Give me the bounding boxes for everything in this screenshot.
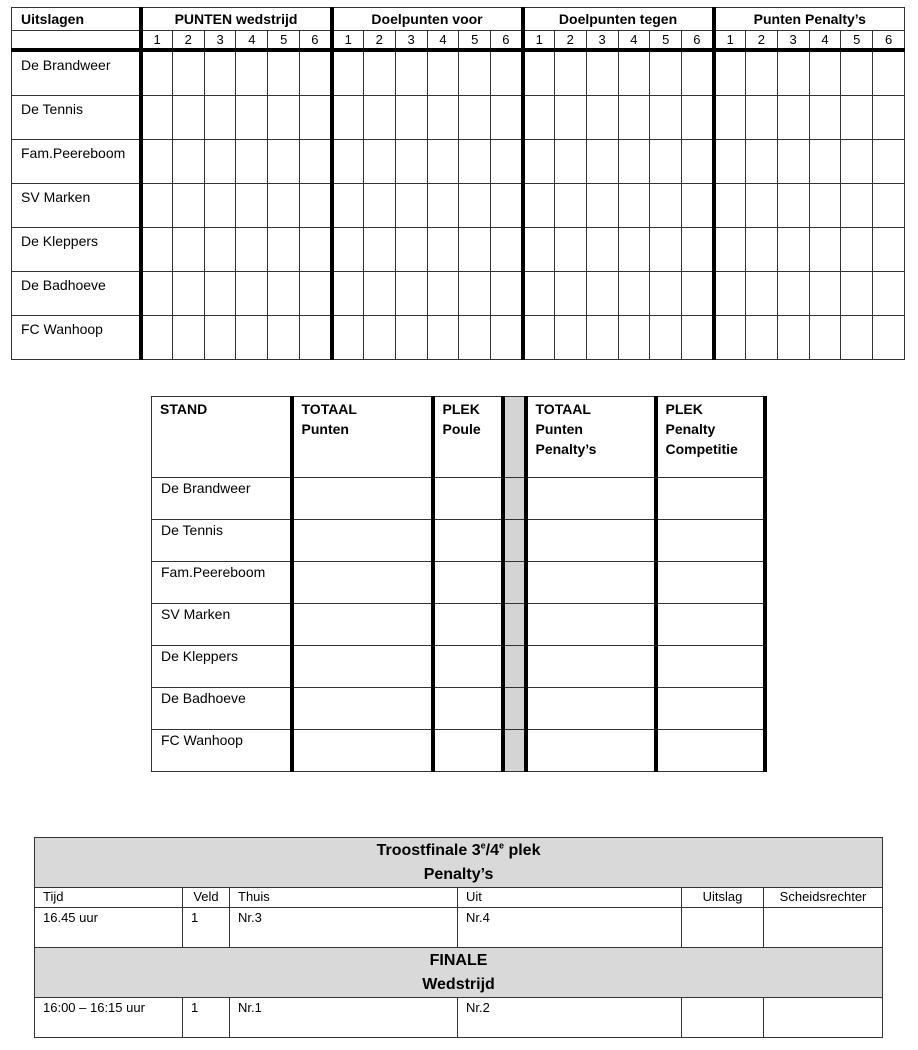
results-score-cell[interactable] <box>236 228 268 272</box>
results-score-cell[interactable] <box>873 184 905 228</box>
results-score-cell[interactable] <box>618 316 650 360</box>
results-score-cell[interactable] <box>523 140 555 184</box>
plek-competitie-cell[interactable] <box>656 604 765 646</box>
results-column-number: 5 <box>841 31 873 51</box>
results-score-cell[interactable] <box>459 184 491 228</box>
results-team-name: De Kleppers <box>12 228 141 272</box>
finale-tijd: 16:00 – 16:15 uur <box>35 998 183 1038</box>
results-score-cell[interactable] <box>714 184 746 228</box>
results-score-cell[interactable] <box>682 140 714 184</box>
results-score-cell[interactable] <box>172 96 204 140</box>
results-score-cell[interactable] <box>873 272 905 316</box>
results-score-cell[interactable] <box>682 96 714 140</box>
results-score-cell[interactable] <box>714 316 746 360</box>
results-score-cell[interactable] <box>745 184 777 228</box>
results-score-cell[interactable] <box>714 96 746 140</box>
results-team-name: FC Wanhoop <box>12 316 141 360</box>
results-score-cell[interactable] <box>204 140 236 184</box>
group-header-punten-penaltys: Punten Penalty’s <box>714 8 905 31</box>
results-score-cell[interactable] <box>841 316 873 360</box>
group-header-punten: PUNTEN wedstrijd <box>141 8 332 31</box>
results-score-cell[interactable] <box>523 272 555 316</box>
results-score-cell[interactable] <box>395 228 427 272</box>
results-score-cell[interactable] <box>268 140 300 184</box>
standings-team-name: Fam.Peereboom <box>152 562 292 604</box>
results-score-cell[interactable] <box>172 184 204 228</box>
results-column-number: 5 <box>459 31 491 51</box>
finale-scheidsrechter-cell[interactable] <box>764 998 883 1038</box>
results-column-number: 6 <box>682 31 714 51</box>
results-team-row <box>12 316 905 360</box>
results-column-number: 2 <box>363 31 395 51</box>
standings-team-row <box>152 730 765 772</box>
standings-team-name: FC Wanhoop <box>152 730 292 772</box>
results-score-cell[interactable] <box>554 96 586 140</box>
results-score-cell[interactable] <box>873 228 905 272</box>
results-column-number: 1 <box>523 31 555 51</box>
results-score-cell[interactable] <box>873 50 905 96</box>
results-score-cell[interactable] <box>236 316 268 360</box>
standings-team-row <box>152 646 765 688</box>
results-score-cell[interactable] <box>586 96 618 140</box>
results-score-cell[interactable] <box>427 140 459 184</box>
results-team-row <box>12 184 905 228</box>
results-score-cell[interactable] <box>141 140 173 184</box>
header-veld: Veld <box>183 888 230 908</box>
results-column-number: 4 <box>427 31 459 51</box>
results-score-cell[interactable] <box>395 316 427 360</box>
results-score-cell[interactable] <box>268 50 300 96</box>
finale-row <box>35 998 883 1038</box>
totaal-punten-cell[interactable] <box>292 730 433 772</box>
standings-header-row <box>152 397 765 478</box>
totaal-penaltys-cell[interactable] <box>526 646 656 688</box>
troost-tijd: 16.45 uur <box>35 908 183 948</box>
results-score-cell[interactable] <box>141 184 173 228</box>
totaal-penaltys-cell[interactable] <box>526 730 656 772</box>
results-score-cell[interactable] <box>332 272 364 316</box>
results-score-cell[interactable] <box>618 140 650 184</box>
results-score-cell[interactable] <box>586 228 618 272</box>
results-score-cell[interactable] <box>873 316 905 360</box>
totaal-punten-cell[interactable] <box>292 688 433 730</box>
results-score-cell[interactable] <box>141 50 173 96</box>
finale-title: FINALE Wedstrijd <box>35 948 883 998</box>
results-score-cell[interactable] <box>300 140 332 184</box>
finale-veld: 1 <box>183 998 230 1038</box>
totaal-punten-cell[interactable] <box>292 562 433 604</box>
results-column-number: 6 <box>300 31 332 51</box>
results-score-cell[interactable] <box>268 316 300 360</box>
results-column-number: 3 <box>586 31 618 51</box>
standings-team-name: De Tennis <box>152 520 292 562</box>
separator-cell <box>503 478 526 520</box>
results-score-cell[interactable] <box>809 184 841 228</box>
results-score-cell[interactable] <box>268 96 300 140</box>
standings-team-row <box>152 562 765 604</box>
results-score-cell[interactable] <box>459 50 491 96</box>
results-score-cell[interactable] <box>809 316 841 360</box>
results-score-cell[interactable] <box>141 272 173 316</box>
results-score-cell[interactable] <box>745 50 777 96</box>
results-score-cell[interactable] <box>586 140 618 184</box>
group-header-doelpunten-voor: Doelpunten voor <box>332 8 523 31</box>
plek-poule-cell[interactable] <box>433 604 503 646</box>
troostfinale-title-row <box>35 838 883 888</box>
troostfinale-title: Troostfinale 3e/4e plek Penalty’s <box>35 838 883 888</box>
results-score-cell[interactable] <box>332 316 364 360</box>
results-team-name: De Tennis <box>12 96 141 140</box>
results-score-cell[interactable] <box>427 184 459 228</box>
results-score-cell[interactable] <box>714 272 746 316</box>
troost-uit: Nr.4 <box>458 908 682 948</box>
results-score-cell[interactable] <box>332 96 364 140</box>
results-score-cell[interactable] <box>459 96 491 140</box>
plek-poule-cell[interactable] <box>433 520 503 562</box>
results-score-cell[interactable] <box>650 184 682 228</box>
results-score-cell[interactable] <box>172 316 204 360</box>
results-group-header-row <box>12 8 905 31</box>
finale-uitslag-cell[interactable] <box>682 998 764 1038</box>
results-score-cell[interactable] <box>236 96 268 140</box>
results-score-cell[interactable] <box>650 316 682 360</box>
results-score-cell[interactable] <box>204 228 236 272</box>
results-score-cell[interactable] <box>332 50 364 96</box>
results-score-cell[interactable] <box>809 50 841 96</box>
results-score-cell[interactable] <box>618 184 650 228</box>
results-score-cell[interactable] <box>363 272 395 316</box>
results-column-number: 3 <box>395 31 427 51</box>
results-score-cell[interactable] <box>427 96 459 140</box>
standings-team-name: De Kleppers <box>152 646 292 688</box>
results-score-cell[interactable] <box>777 272 809 316</box>
finale-thuis: Nr.1 <box>230 998 458 1038</box>
results-score-cell[interactable] <box>268 184 300 228</box>
results-score-cell[interactable] <box>650 140 682 184</box>
standings-team-row <box>152 604 765 646</box>
totaal-punten-cell[interactable] <box>292 520 433 562</box>
standings-team-row <box>152 688 765 730</box>
results-score-cell[interactable] <box>236 184 268 228</box>
results-score-cell[interactable] <box>427 272 459 316</box>
results-team-row <box>12 96 905 140</box>
header-totaal-punten: TOTAAL Punten <box>292 397 433 478</box>
results-score-cell[interactable] <box>586 50 618 96</box>
standings-table <box>151 396 767 772</box>
results-team-row <box>12 50 905 96</box>
results-score-cell[interactable] <box>777 50 809 96</box>
results-score-cell[interactable] <box>172 228 204 272</box>
results-score-cell[interactable] <box>204 316 236 360</box>
results-table <box>11 7 905 360</box>
standings-team-row <box>152 478 765 520</box>
results-score-cell[interactable] <box>459 316 491 360</box>
troost-scheidsrechter-cell[interactable] <box>764 908 883 948</box>
results-score-cell[interactable] <box>141 316 173 360</box>
results-score-cell[interactable] <box>491 50 523 96</box>
results-score-cell[interactable] <box>236 50 268 96</box>
finale-title-row <box>35 948 883 998</box>
results-score-cell[interactable] <box>363 316 395 360</box>
results-score-cell[interactable] <box>332 184 364 228</box>
results-column-number: 4 <box>809 31 841 51</box>
results-score-cell[interactable] <box>236 272 268 316</box>
results-column-number: 1 <box>714 31 746 51</box>
results-team-name: De Brandweer <box>12 50 141 96</box>
results-score-cell[interactable] <box>523 184 555 228</box>
results-score-cell[interactable] <box>204 272 236 316</box>
results-score-cell[interactable] <box>682 50 714 96</box>
results-score-cell[interactable] <box>554 140 586 184</box>
results-score-cell[interactable] <box>745 140 777 184</box>
results-score-cell[interactable] <box>554 272 586 316</box>
results-score-cell[interactable] <box>841 140 873 184</box>
results-score-cell[interactable] <box>427 50 459 96</box>
results-score-cell[interactable] <box>777 228 809 272</box>
results-score-cell[interactable] <box>554 316 586 360</box>
results-score-cell[interactable] <box>363 228 395 272</box>
plek-poule-cell[interactable] <box>433 562 503 604</box>
results-score-cell[interactable] <box>650 228 682 272</box>
results-score-cell[interactable] <box>395 272 427 316</box>
plek-competitie-cell[interactable] <box>656 688 765 730</box>
header-plek-penalty-competitie: PLEK Penalty Competitie <box>656 397 765 478</box>
results-team-name: Fam.Peereboom <box>12 140 141 184</box>
results-score-cell[interactable] <box>332 228 364 272</box>
results-score-cell[interactable] <box>204 96 236 140</box>
troostfinale-row <box>35 908 883 948</box>
results-score-cell[interactable] <box>204 184 236 228</box>
results-score-cell[interactable] <box>395 184 427 228</box>
results-column-number: 6 <box>873 31 905 51</box>
finals-table <box>34 837 883 1038</box>
header-tijd: Tijd <box>35 888 183 908</box>
standings-team-name: SV Marken <box>152 604 292 646</box>
results-score-cell[interactable] <box>714 140 746 184</box>
results-score-cell[interactable] <box>395 96 427 140</box>
results-score-cell[interactable] <box>841 50 873 96</box>
separator-column <box>503 397 526 478</box>
header-plek-poule: PLEK Poule <box>433 397 503 478</box>
results-score-cell[interactable] <box>554 50 586 96</box>
separator-cell <box>503 562 526 604</box>
results-score-cell[interactable] <box>777 140 809 184</box>
separator-cell <box>503 604 526 646</box>
header-scheidsrechter: Scheidsrechter <box>764 888 883 908</box>
totaal-penaltys-cell[interactable] <box>526 478 656 520</box>
separator-cell <box>503 646 526 688</box>
results-score-cell[interactable] <box>141 228 173 272</box>
results-team-row <box>12 228 905 272</box>
results-score-cell[interactable] <box>300 316 332 360</box>
results-score-cell[interactable] <box>745 272 777 316</box>
results-score-cell[interactable] <box>586 316 618 360</box>
results-score-cell[interactable] <box>745 228 777 272</box>
header-totaal-punten-penaltys: TOTAAL Punten Penalty’s <box>526 397 656 478</box>
results-score-cell[interactable] <box>618 50 650 96</box>
troost-uitslag-cell[interactable] <box>682 908 764 948</box>
separator-cell <box>503 520 526 562</box>
results-score-cell[interactable] <box>141 96 173 140</box>
plek-poule-cell[interactable] <box>433 646 503 688</box>
results-score-cell[interactable] <box>586 272 618 316</box>
results-score-cell[interactable] <box>809 96 841 140</box>
results-team-name: De Badhoeve <box>12 272 141 316</box>
results-title: Uitslagen <box>12 8 141 31</box>
results-score-cell[interactable] <box>777 96 809 140</box>
results-team-row <box>12 272 905 316</box>
results-score-cell[interactable] <box>682 228 714 272</box>
results-score-cell[interactable] <box>745 96 777 140</box>
results-column-number: 2 <box>554 31 586 51</box>
results-team-name: SV Marken <box>12 184 141 228</box>
results-score-cell[interactable] <box>172 140 204 184</box>
results-column-number: 4 <box>618 31 650 51</box>
standings-team-name: De Brandweer <box>152 478 292 520</box>
results-score-cell[interactable] <box>300 50 332 96</box>
results-score-cell[interactable] <box>491 272 523 316</box>
results-score-cell[interactable] <box>618 96 650 140</box>
results-score-cell[interactable] <box>809 272 841 316</box>
results-score-cell[interactable] <box>172 272 204 316</box>
results-score-cell[interactable] <box>618 228 650 272</box>
results-score-cell[interactable] <box>491 184 523 228</box>
results-score-cell[interactable] <box>363 96 395 140</box>
separator-cell <box>503 730 526 772</box>
results-score-cell[interactable] <box>395 140 427 184</box>
plek-competitie-cell[interactable] <box>656 646 765 688</box>
results-score-cell[interactable] <box>650 272 682 316</box>
results-score-cell[interactable] <box>714 50 746 96</box>
results-score-cell[interactable] <box>841 96 873 140</box>
results-score-cell[interactable] <box>300 272 332 316</box>
results-column-number: 5 <box>268 31 300 51</box>
results-column-number: 6 <box>491 31 523 51</box>
results-score-cell[interactable] <box>650 50 682 96</box>
results-score-cell[interactable] <box>618 272 650 316</box>
totaal-punten-cell[interactable] <box>292 646 433 688</box>
results-score-cell[interactable] <box>363 50 395 96</box>
results-score-cell[interactable] <box>777 316 809 360</box>
results-column-number: 2 <box>745 31 777 51</box>
standings-team-name: De Badhoeve <box>152 688 292 730</box>
results-score-cell[interactable] <box>777 184 809 228</box>
results-score-cell[interactable] <box>332 140 364 184</box>
header-uit: Uit <box>458 888 682 908</box>
results-score-cell[interactable] <box>204 50 236 96</box>
standings-title: STAND <box>152 397 292 478</box>
results-score-cell[interactable] <box>491 96 523 140</box>
totaal-punten-cell[interactable] <box>292 478 433 520</box>
separator-cell <box>503 688 526 730</box>
results-score-cell[interactable] <box>491 140 523 184</box>
plek-competitie-cell[interactable] <box>656 730 765 772</box>
results-score-cell[interactable] <box>491 316 523 360</box>
results-score-cell[interactable] <box>523 50 555 96</box>
results-score-cell[interactable] <box>841 228 873 272</box>
results-score-cell[interactable] <box>300 228 332 272</box>
totaal-penaltys-cell[interactable] <box>526 562 656 604</box>
results-score-cell[interactable] <box>459 228 491 272</box>
results-score-cell[interactable] <box>873 96 905 140</box>
results-score-cell[interactable] <box>395 50 427 96</box>
results-column-number: 3 <box>204 31 236 51</box>
results-column-number: 1 <box>141 31 173 51</box>
totaal-penaltys-cell[interactable] <box>526 604 656 646</box>
header-uitslag: Uitslag <box>682 888 764 908</box>
results-score-cell[interactable] <box>491 228 523 272</box>
results-score-cell[interactable] <box>586 184 618 228</box>
results-score-cell[interactable] <box>300 96 332 140</box>
results-score-cell[interactable] <box>650 96 682 140</box>
plek-competitie-cell[interactable] <box>656 478 765 520</box>
results-score-cell[interactable] <box>523 316 555 360</box>
results-score-cell[interactable] <box>427 316 459 360</box>
plek-poule-cell[interactable] <box>433 478 503 520</box>
results-score-cell[interactable] <box>714 228 746 272</box>
results-score-cell[interactable] <box>523 96 555 140</box>
results-score-cell[interactable] <box>523 228 555 272</box>
plek-competitie-cell[interactable] <box>656 562 765 604</box>
results-score-cell[interactable] <box>554 184 586 228</box>
header-thuis: Thuis <box>230 888 458 908</box>
finals-column-header-row <box>35 888 883 908</box>
troost-veld: 1 <box>183 908 230 948</box>
results-score-cell[interactable] <box>809 140 841 184</box>
results-score-cell[interactable] <box>682 272 714 316</box>
results-column-number: 3 <box>777 31 809 51</box>
results-score-cell[interactable] <box>363 140 395 184</box>
results-score-cell[interactable] <box>268 272 300 316</box>
totaal-punten-cell[interactable] <box>292 604 433 646</box>
plek-poule-cell[interactable] <box>433 730 503 772</box>
results-score-cell[interactable] <box>236 140 268 184</box>
plek-poule-cell[interactable] <box>433 688 503 730</box>
results-score-cell[interactable] <box>459 140 491 184</box>
results-number-row <box>12 31 905 51</box>
results-column-number: 4 <box>236 31 268 51</box>
results-score-cell[interactable] <box>459 272 491 316</box>
results-number-row-lead <box>12 31 141 51</box>
results-score-cell[interactable] <box>745 316 777 360</box>
results-team-row <box>12 140 905 184</box>
troost-thuis: Nr.3 <box>230 908 458 948</box>
standings-team-row <box>152 520 765 562</box>
group-header-doelpunten-tegen: Doelpunten tegen <box>523 8 714 31</box>
results-score-cell[interactable] <box>554 228 586 272</box>
results-column-number: 2 <box>172 31 204 51</box>
results-score-cell[interactable] <box>841 272 873 316</box>
results-score-cell[interactable] <box>682 184 714 228</box>
results-score-cell[interactable] <box>873 140 905 184</box>
finale-uit: Nr.2 <box>458 998 682 1038</box>
results-score-cell[interactable] <box>809 228 841 272</box>
plek-competitie-cell[interactable] <box>656 520 765 562</box>
totaal-penaltys-cell[interactable] <box>526 520 656 562</box>
results-score-cell[interactable] <box>172 50 204 96</box>
results-score-cell[interactable] <box>300 184 332 228</box>
results-column-number: 5 <box>650 31 682 51</box>
results-score-cell[interactable] <box>841 184 873 228</box>
results-column-number: 1 <box>332 31 364 51</box>
results-score-cell[interactable] <box>682 316 714 360</box>
results-score-cell[interactable] <box>363 184 395 228</box>
results-score-cell[interactable] <box>427 228 459 272</box>
totaal-penaltys-cell[interactable] <box>526 688 656 730</box>
results-score-cell[interactable] <box>268 228 300 272</box>
